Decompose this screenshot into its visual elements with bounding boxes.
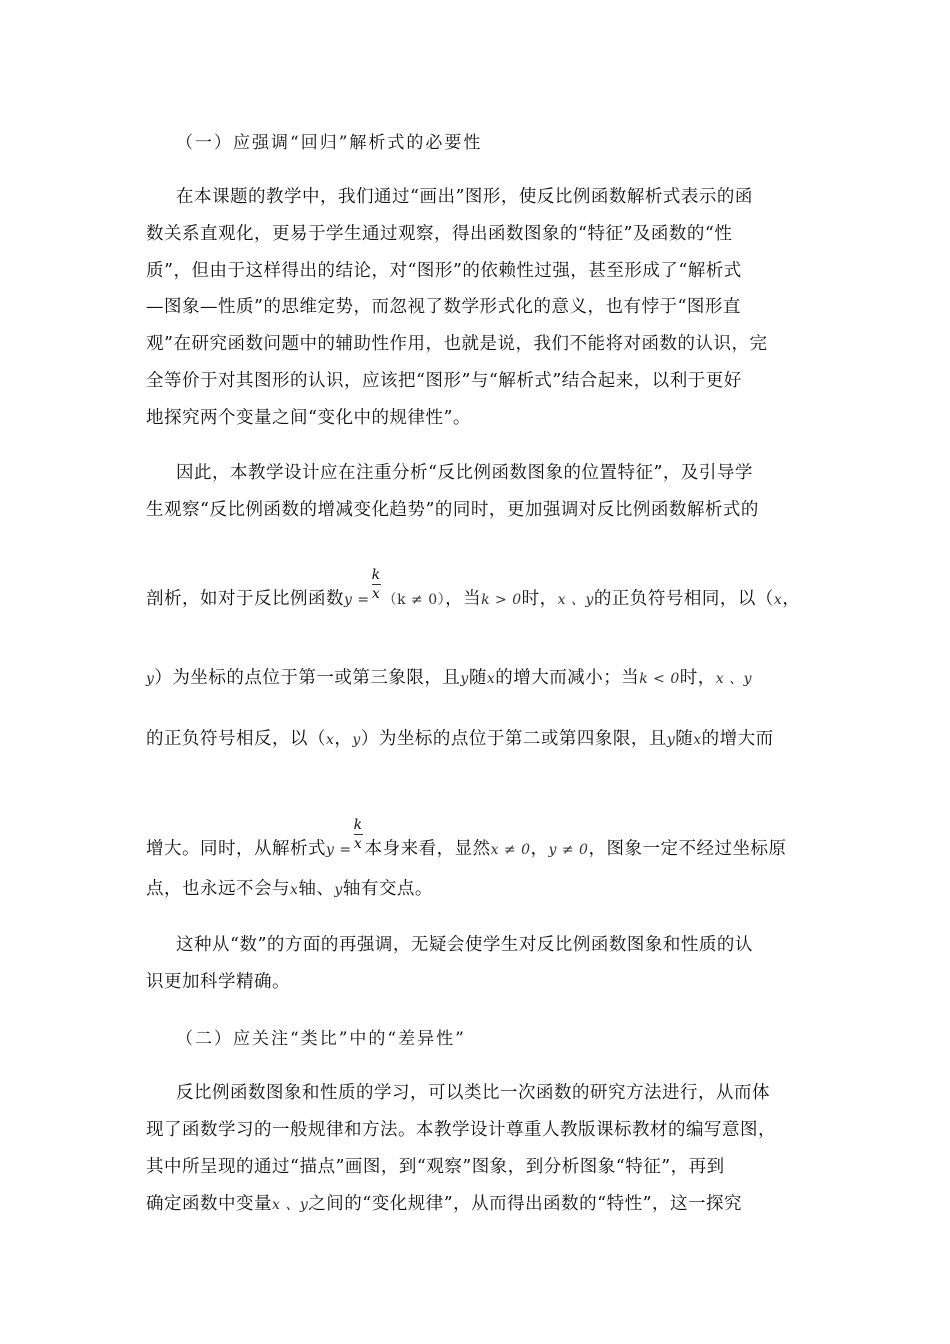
text-span: ）为坐标的点位于第二或第四象限，且 [360, 729, 667, 749]
math-x: x [693, 732, 702, 748]
fraction-numerator: k [353, 817, 363, 833]
fraction-denominator: x [353, 836, 363, 852]
math-x-not-zero: x ≠ 0 [490, 842, 531, 858]
text-span: 本身来看，显然 [364, 839, 491, 859]
para1-line-1: 在本课题的教学中，我们通过“画出”图形，使反比例函数解析式表示的函 [176, 187, 753, 207]
para2-line-2: 生观察“反比例函数的增减变化趋势”的同时，更加强调对反比例函数解析式的 [146, 500, 759, 520]
fraction-k-over-x [354, 816, 363, 853]
para4-line-1: 反比例函数图象和性质的学习，可以类比一次函数的研究方法进行，从而体 [176, 1083, 770, 1103]
para1-line-3: 质”，但由于这样得出的结论，对“图形”的依赖性过强，甚至形成了“解析式 [146, 261, 742, 281]
fraction-k-over-x [372, 566, 381, 603]
math-y: y [460, 671, 469, 687]
text-span: 时， [521, 589, 558, 609]
math-y: y [666, 732, 676, 748]
math-y-equals: y = [326, 842, 352, 858]
para4-line-3: 其中所呈现的通过“描点”画图，到“观察”图象，到分析图象“特征”，再到 [146, 1157, 725, 1177]
para4-line-2: 现了函数学习的一般规律和方法。本教学设计尊重人教版课标教材的编写意图， [146, 1120, 776, 1140]
math-x: x [326, 732, 335, 748]
para1-line-5: 观”在研究函数问题中的辅助性作用，也就是说，我们不能将对函数的认识，完 [146, 334, 768, 354]
section-heading-1: （一）应强调“回归”解析式的必要性 [176, 133, 483, 153]
fraction-denominator: x [371, 586, 381, 602]
math-x-y: x 、y [715, 671, 753, 687]
math-y: y [146, 671, 155, 687]
para1-line-2: 数关系直观化，更易于学生通过观察，得出函数图象的“特征”及函数的“性 [146, 224, 733, 244]
para4-line-4 [146, 1190, 742, 1215]
para1-line-6: 全等价于对其图形的认识，应该把“图形”与“解析式”结合起来，以利于更好 [146, 371, 742, 391]
text-span: 时， [679, 668, 716, 688]
text-span: ， [782, 589, 801, 609]
para2-line-6 [146, 816, 786, 860]
text-span: ）为坐标的点位于第一或第三象限，且 [154, 668, 461, 688]
text-span: 点，也永远不会与 [146, 879, 290, 899]
text-span: 剖析，如对于反比例函数 [146, 589, 344, 609]
text-span: 的增大而减小；当 [495, 668, 640, 688]
para1-line-7: 地探究两个变量之间“变化中的规律性”。 [146, 408, 471, 428]
text-span: 的正负符号相反，以（ [146, 729, 326, 749]
text-span: ，当 [445, 589, 482, 609]
math-k-negative: k < 0 [639, 671, 680, 687]
para2-line-5 [146, 725, 774, 750]
math-x: x [486, 671, 496, 687]
para2-line-4 [146, 664, 752, 689]
para2-line-7 [146, 875, 433, 900]
text-span: 的正负符号相同，以（ [593, 589, 774, 609]
section-heading-2: （二）应关注“类比”中的“差异性” [176, 1029, 466, 1049]
math-x: x [290, 882, 299, 898]
math-x: x [773, 592, 783, 608]
para1-line-4: —图象—性质”的思维定势，而忽视了数学形式化的意义，也有悖于“图形直 [146, 297, 741, 317]
text-span: 之间的“变化规律”，从而得出函数的“特性”，这一探究 [308, 1194, 743, 1214]
math-x-y: x 、y [557, 592, 594, 608]
math-k-positive: k > 0 [481, 592, 522, 608]
text-span: ，图象一定不经过坐标原 [588, 839, 787, 859]
text-span: 的增大而 [701, 729, 774, 749]
math-y-not-zero: y ≠ 0 [548, 842, 589, 858]
text-span: 轴有交点。 [342, 879, 433, 899]
fraction-numerator: k [371, 567, 381, 583]
text-span: 随 [468, 668, 487, 688]
text-span: ， [334, 729, 353, 749]
para2-line-1: 因此，本教学设计应在注重分析“反比例函数图象的位置特征”，及引导学 [176, 463, 753, 483]
math-y: y [334, 882, 343, 898]
text-span: 轴、 [298, 879, 335, 899]
para2-line-3 [146, 566, 800, 610]
math-y: y [352, 732, 361, 748]
text-span: 确定函数中变量 [146, 1194, 272, 1214]
math-x-y: x 、y [272, 1197, 309, 1213]
math-y-equals: y = [344, 592, 370, 608]
text-span: ， [530, 839, 549, 859]
text-span: 随 [675, 729, 694, 749]
text-span: 增大。同时，从解析式 [146, 839, 326, 859]
math-k-condition: （k ≠ 0） [382, 592, 446, 608]
para3-line-2: 识更加科学精确。 [146, 972, 290, 992]
para3-line-1: 这种从“数”的方面的再强调，无疑会使学生对反比例函数图象和性质的认 [176, 935, 753, 955]
